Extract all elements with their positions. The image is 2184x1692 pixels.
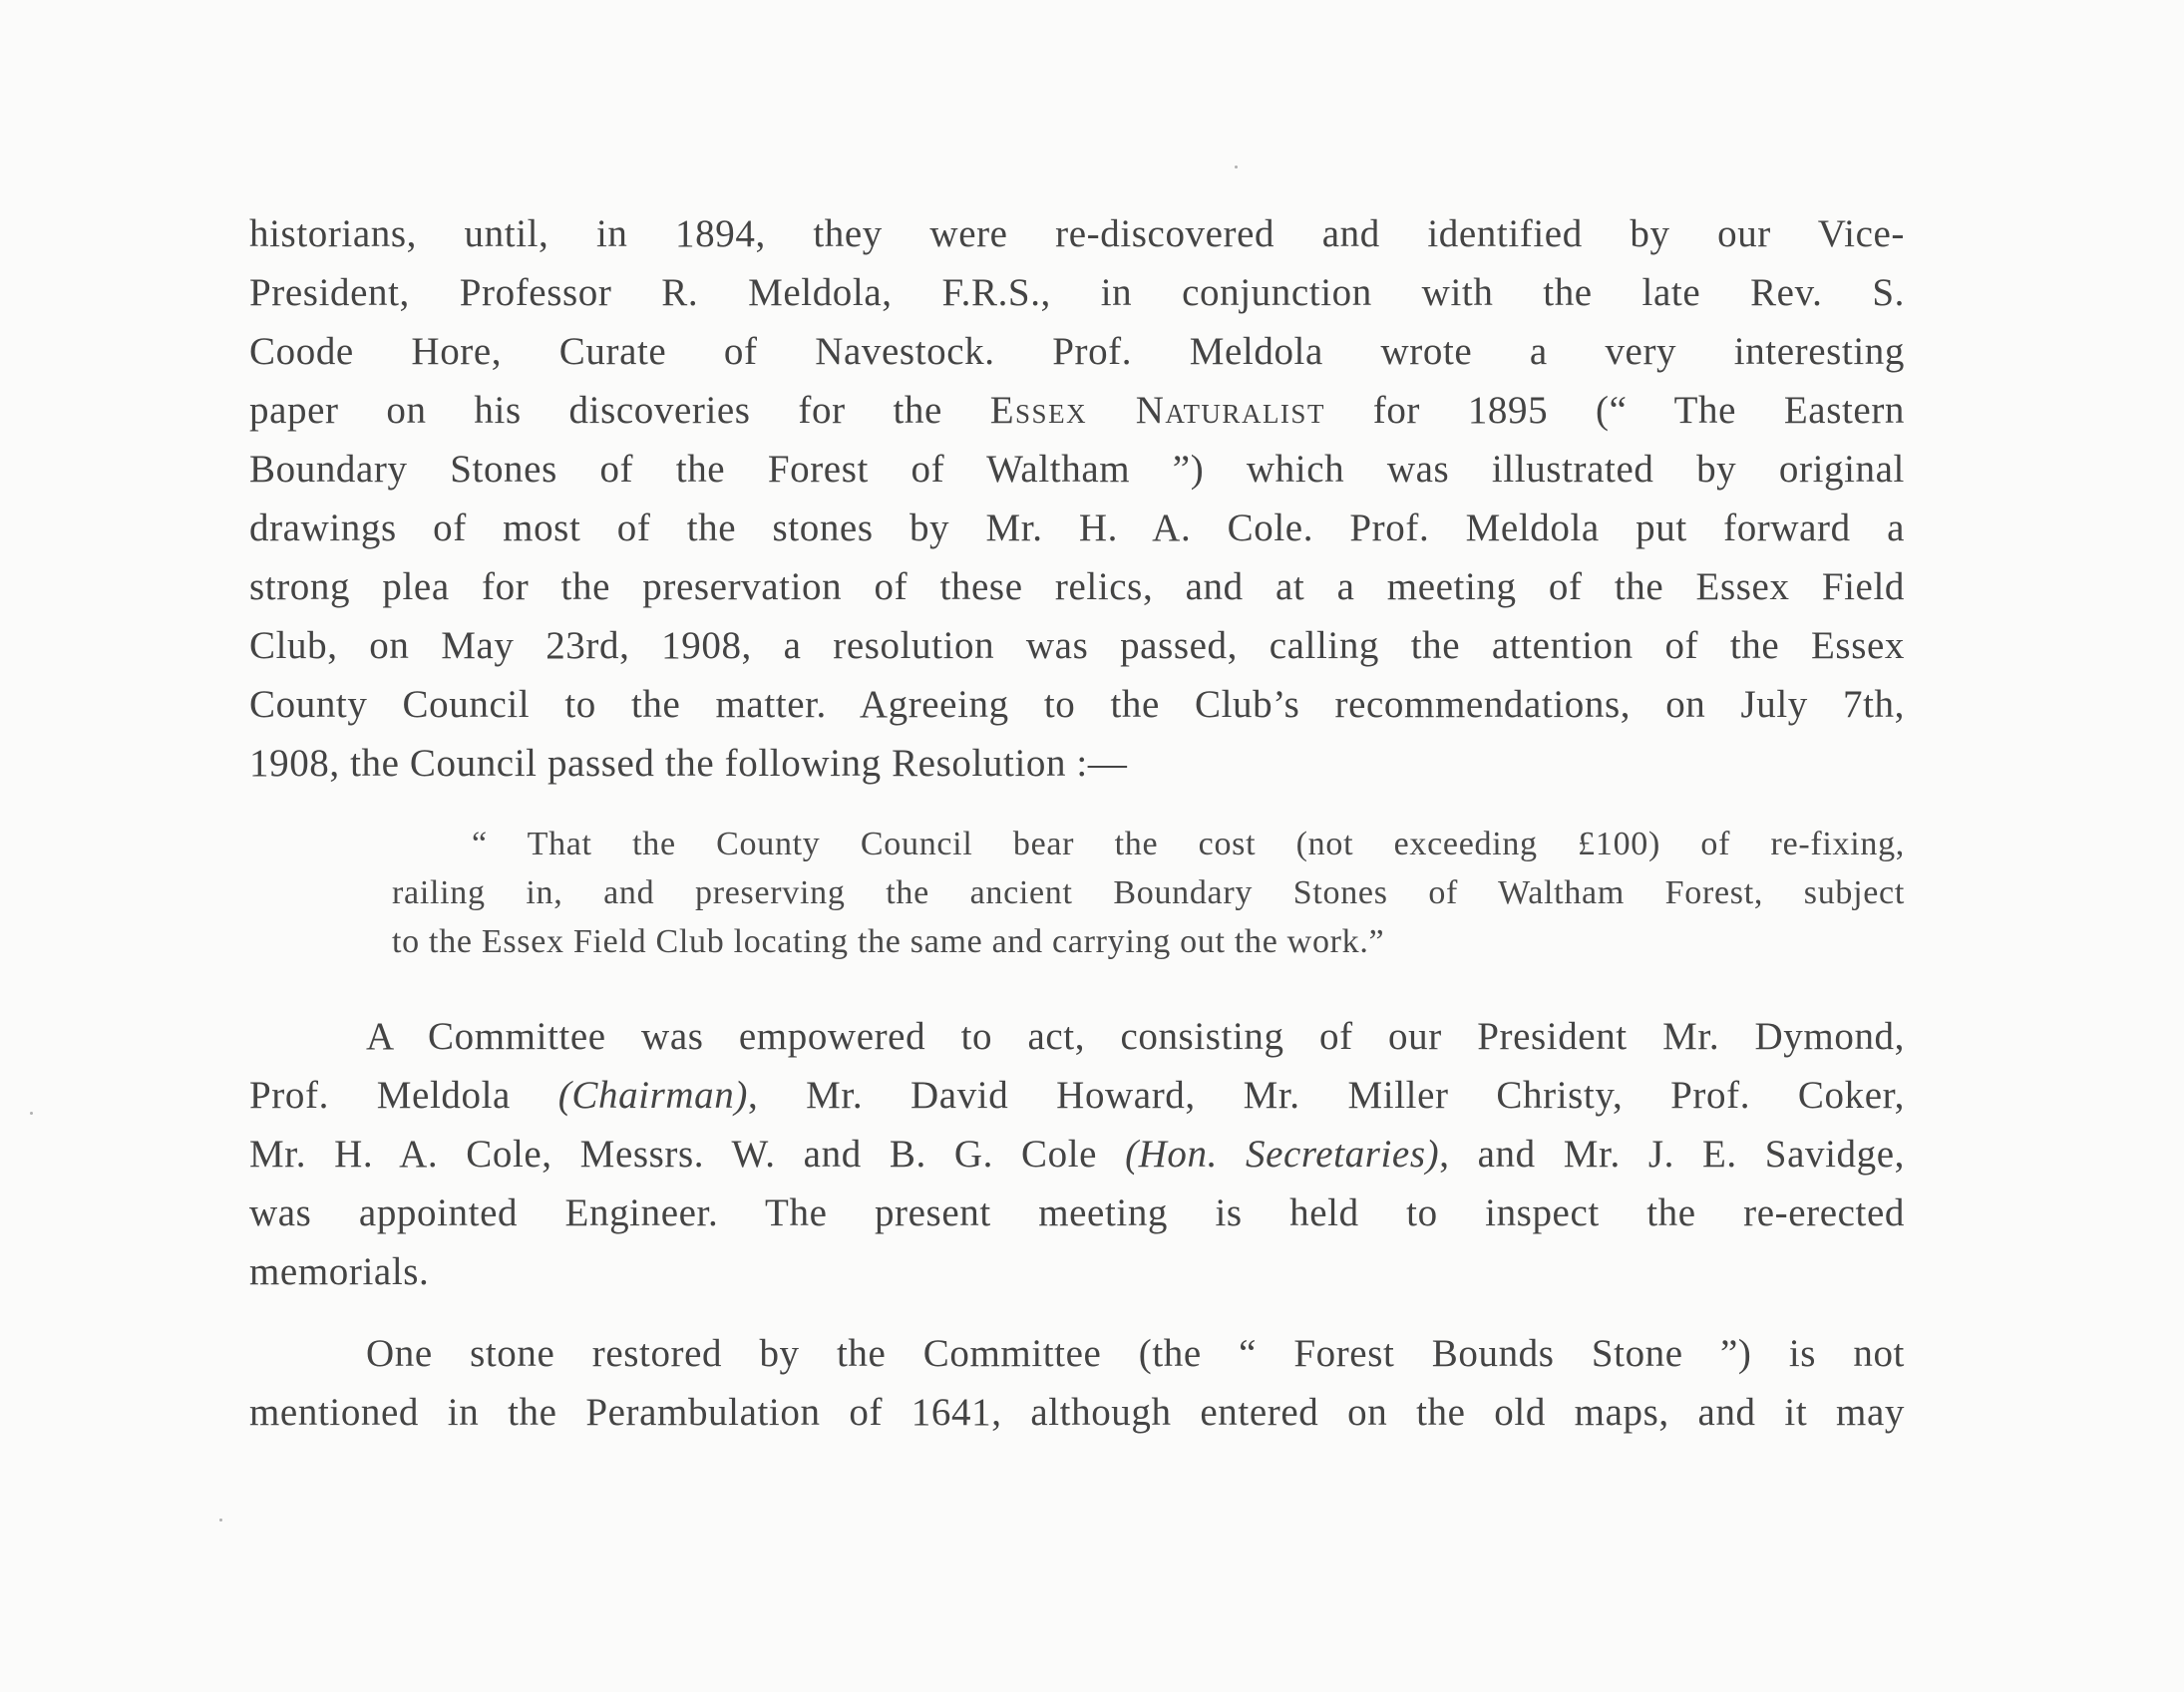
text-line: President, Professor R. Meldola, F.R.S., in conjunction with the late Rev. S. <box>249 271 1905 314</box>
text-line: Club, on May 23rd, 1908, a resolution was passed, calling the attention of the Essex <box>249 624 1905 667</box>
text-fragment: Prof. Meldola <box>249 1074 558 1117</box>
text-line: Coode Hore, Curate of Navestock. Prof. Meldola wrote a very interesting <box>249 330 1905 373</box>
secretaries-role: (Hon. Secretaries) <box>1125 1133 1440 1176</box>
journal-title: Essex Naturalist <box>989 389 1325 432</box>
text-fragment: Mr. H. A. Cole, Messrs. W. and B. G. Cole <box>249 1133 1126 1176</box>
paragraph-2 <box>249 1007 1905 1301</box>
paragraph-3 <box>249 1324 1905 1442</box>
text-line: historians, until, in 1894, they were re-discovered and identified by our Vice- <box>249 212 1905 255</box>
paragraph-1 <box>249 204 1905 793</box>
text-line: was appointed Engineer. The present meeting is held to inspect the re-erected <box>249 1191 1905 1234</box>
paper-speck <box>219 1519 222 1522</box>
text-line: drawings of most of the stones by Mr. H. A. Cole. Prof. Meldola put forward a <box>249 507 1905 549</box>
chairman-role: (Chairman) <box>557 1074 748 1117</box>
quote-line: “ That the County Council bear the cost (not exceeding £100) of re-fixing, <box>472 826 1905 862</box>
quote-line: railing in, and preserving the ancient Boundary Stones of Waltham Forest, subject <box>392 874 1905 911</box>
text-line: One stone restored by the Committee (the “ Forest Bounds Stone ”) is not <box>366 1332 1905 1375</box>
text-line: mentioned in the Perambulation of 1641, although entered on the old maps, and it may <box>249 1391 1905 1434</box>
text-fragment: , and Mr. J. E. Savidge, <box>1439 1133 1905 1176</box>
text-line: A Committee was empowered to act, consisting of our President Mr. Dymond, <box>366 1015 1905 1058</box>
text-line: County Council to the matter. Agreeing to the Club’s recommendations, on July 7th, <box>249 683 1905 726</box>
text-line: memorials. <box>249 1250 430 1293</box>
quote-line: to the Essex Field Club locating the same and carrying out the work.” <box>392 923 1385 960</box>
paper-speck <box>1235 166 1238 169</box>
text-line <box>249 1125 1905 1184</box>
text-line: Boundary Stones of the Forest of Waltham ”) which was illustrated by original <box>249 448 1905 491</box>
text-line: strong plea for the preservation of these relics, and at a meeting of the Essex Field <box>249 565 1905 608</box>
text-fragment: paper on his discoveries for the <box>249 389 990 432</box>
paper-speck <box>30 1112 33 1115</box>
resolution-quote <box>392 820 1905 966</box>
text-line: 1908, the Council passed the following Resolution :— <box>249 742 1128 785</box>
text-line <box>249 1066 1905 1125</box>
text-fragment: for 1895 (“ The Eastern <box>1324 389 1906 432</box>
text-fragment: , Mr. David Howard, Mr. Miller Christy, Prof. Coker, <box>747 1074 1905 1117</box>
text-line <box>249 381 1905 440</box>
